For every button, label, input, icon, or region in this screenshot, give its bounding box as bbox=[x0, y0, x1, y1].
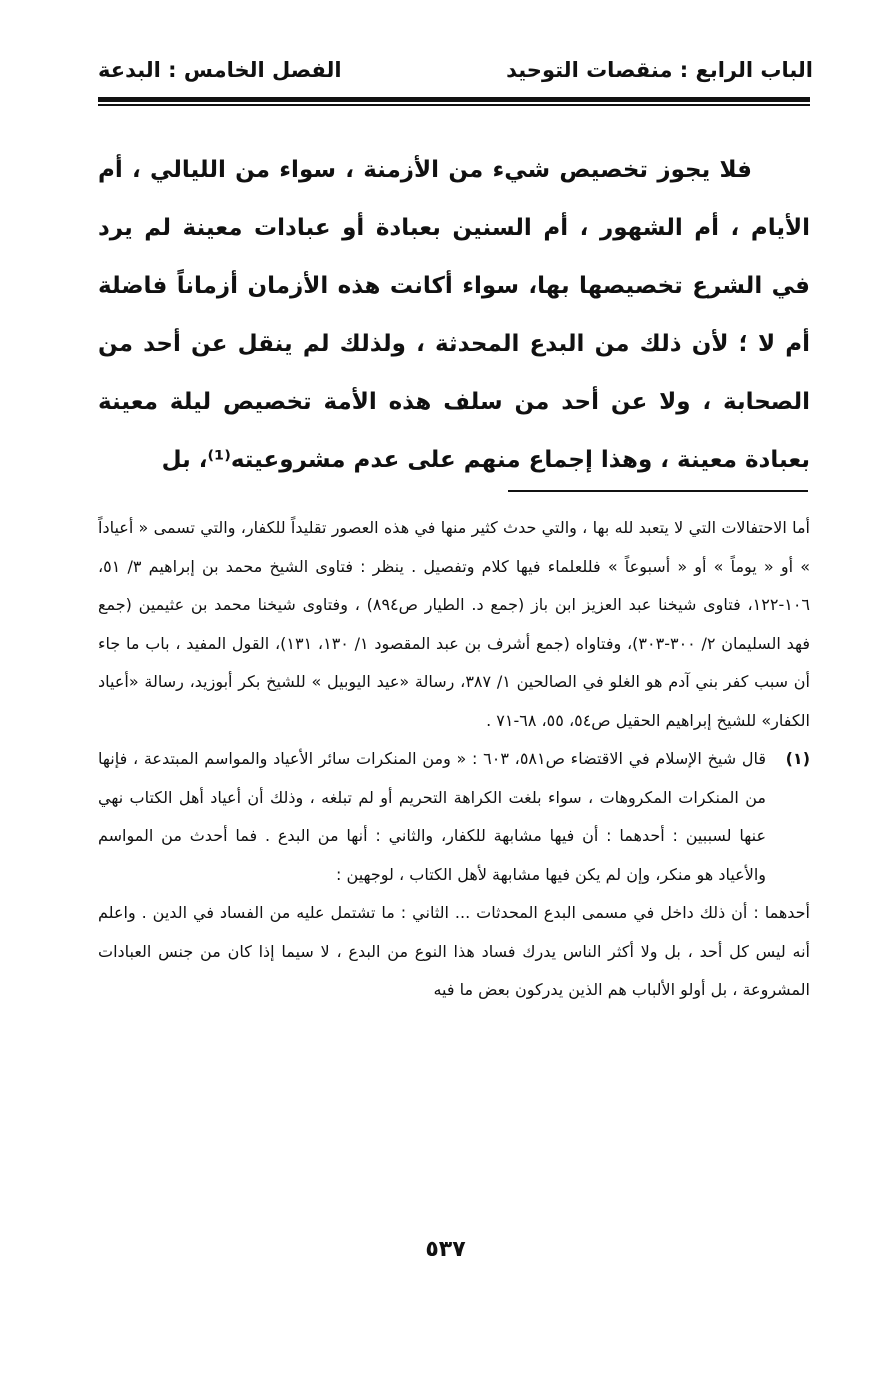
running-header-section: الفصل الخامس : البدعة bbox=[98, 58, 342, 82]
page-number: ٥٣٧ bbox=[425, 1237, 466, 1262]
main-text-block bbox=[98, 141, 810, 489]
footnote-continuation: أما الاحتفالات التي لا يتعبد لله بها ، والتي حدث كثير منها في هذه العصور تقليداً للكفار، والتي تسمى « أعياداً » أو « يوماً » أو « أسبوعاً » فللعلماء فيها كلام وتفصيل . ينظر : فتاوى الشيخ محمد بن إبراهيم ٣/ ٥١، ١٠٦-١٢٢، فتاوى شيخنا عبد العزيز ابن باز (جمع د. الطيار ص٨٩٤) ، وفتاوى شيخنا محمد بن عثيمين (جمع فهد السليمان ٢/ ٣٠٠-٣٠٣)، وفتاواه (جمع أشرف بن عبد المقصود ١/ ١٣٠، ١٣١)، القول المفيد ، باب ما جاء أن سبب كفر بني آدم هو الغلو في الصالحين ١/ ٣٨٧، رسالة «عيد اليوبيل » للشيخ بكر أبوزيد، رسالة «أعياد الكفار» للشيخ إبراهيم الحقيل ص٥٤، ٥٥، ٦٨-٧١ . bbox=[98, 518, 811, 730]
footnote-1-text: قال شيخ الإسلام في الاقتضاء ص٥٨١، ٦٠٣ : « ومن المنكرات سائر الأعياد والمواسم المبتدعة ، فإنها من المنكرات المكروهات ، سواء بلغت الكراهة التحريم أو لم تبلغه ، وذلك أن أعياد أهل الكتاب نهي عنها لسببين : أحدهما : أن فيها مشابهة للكفار، والثاني : أنها من البدع . فما أحدث من المواسم والأعياد هو منكر، وإن لم يكن فيها مشابهة لأهل الكتاب ، لوجهين : bbox=[98, 749, 767, 884]
header-rule-thin bbox=[98, 104, 810, 106]
main-paragraph: فلا يجوز تخصيص شيء من الأزمنة ، سواء من الليالي ، أم الأيام ، أم الشهور ، أم السنين بعبادة أو عبادات معينة لم يرد في الشرع تخصيصها بها، سواء أكانت هذه الأزمان أزماناً فاضلة أم لا ؛ لأن ذلك من البدع المحدثة ، ولذلك لم ينقل عن أحد من الصحابة ، ولا عن أحد من سلف هذه الأمة تخصيص ليلة معينة بعبادة معينة ، وهذا إجماع منهم على عدم مشروعيته⁽¹⁾، بل bbox=[98, 157, 810, 473]
header-rule-thick bbox=[98, 97, 810, 102]
footnote-number: (١) bbox=[785, 749, 810, 768]
footnote-1 bbox=[98, 740, 810, 894]
footnote-separator bbox=[508, 490, 808, 492]
footnotes-block bbox=[98, 509, 810, 1010]
footnote-1-text-continued: أحدهما : أن ذلك داخل في مسمى البدع المحدثات ... الثاني : ما تشتمل عليه من الفساد في الدين . واعلم أنه ليس كل أحد ، بل ولا أكثر الناس يدرك فساد هذا النوع من البدع ، لا سيما إذا كان من جنس العبادات المشروعة ، بل أولو الألباب هم الذين يدركون بعض ما فيه bbox=[98, 903, 810, 999]
running-header-chapter: الباب الرابع : منقصات التوحيد bbox=[506, 58, 813, 82]
